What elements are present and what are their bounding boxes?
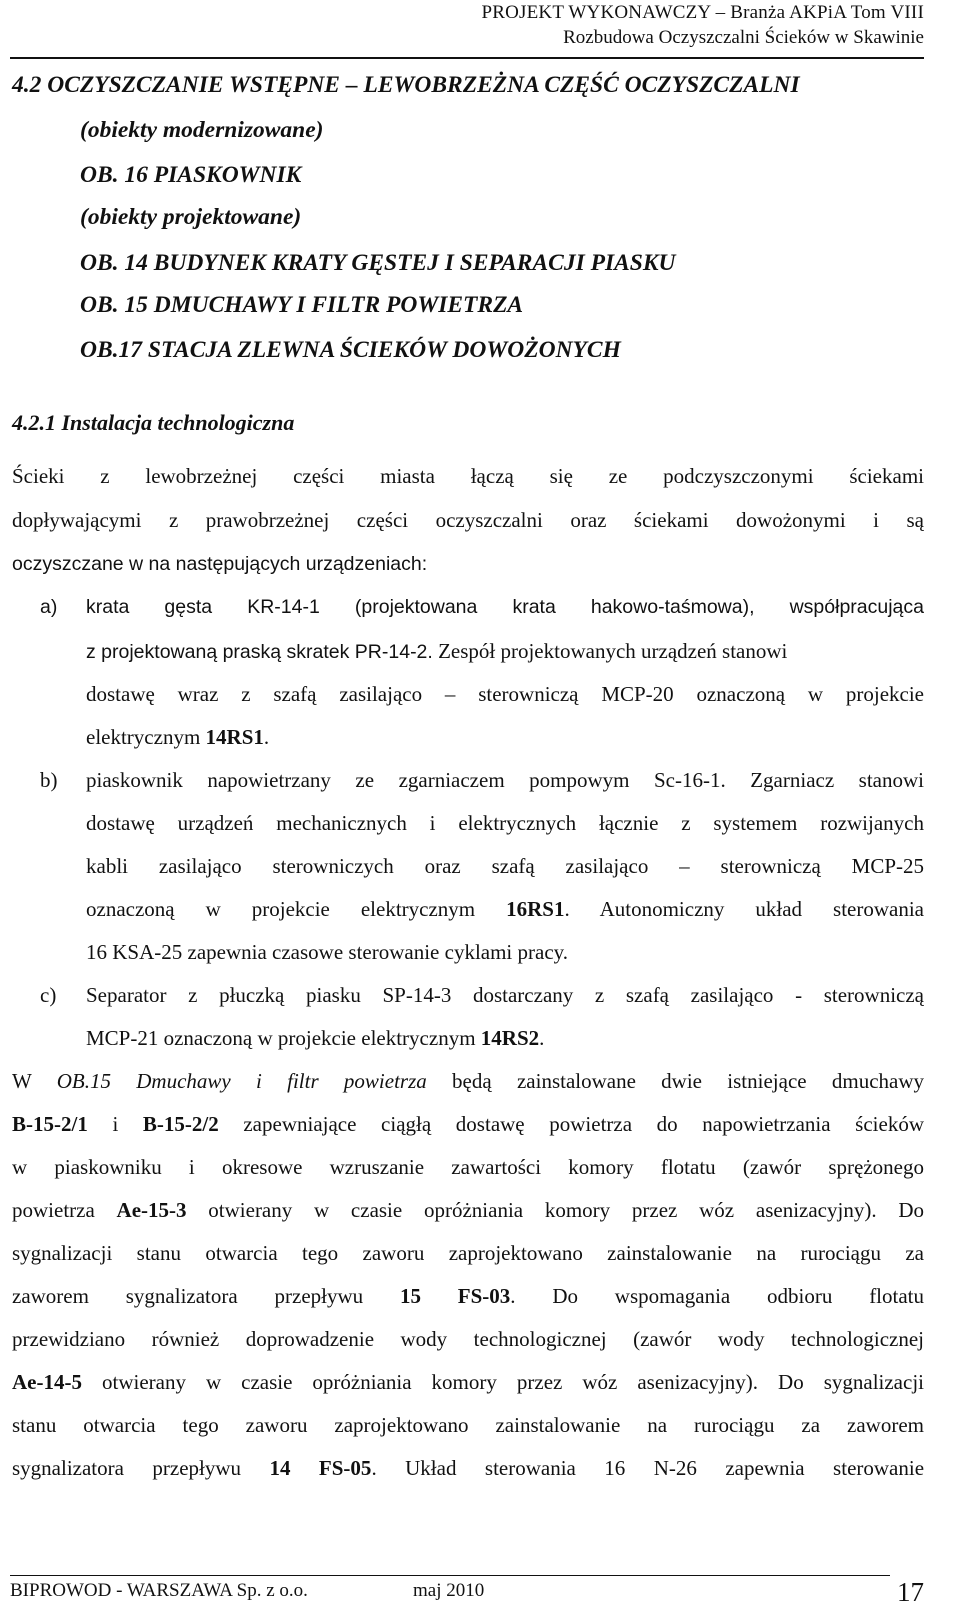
list-b-line-2: dostawę urządzeń mechanicznych i elektrycznych łącznie z systemem rozwijanych (86, 811, 924, 835)
ref-14rs2: 14RS2 (480, 1026, 540, 1050)
ref-ae-15-3: Ae-15-3 (116, 1198, 187, 1222)
list-marker-c: c) (40, 983, 57, 1007)
list-a-line-4-end: . (263, 725, 270, 749)
list-b-line-1: piaskownik napowietrzany ze zgarniaczem pompowym Sc-16-1. Zgarniacz stanowi (86, 768, 924, 792)
para-line-10-start: sygnalizatora przepływu (12, 1456, 270, 1480)
list-c-line-2-end: . (539, 1026, 545, 1050)
para-line-4-start: powietrza (12, 1198, 117, 1222)
list-marker-a: a) (40, 596, 58, 618)
subsection-title: 4.2.1 Instalacja technologiczna (12, 410, 295, 435)
ref-14rs1: 14RS1 (205, 725, 264, 749)
list-marker-b: b) (40, 768, 58, 792)
list-c-line-2 (86, 1026, 544, 1051)
para-line-1-start: W (12, 1069, 57, 1093)
list-b-line-3: kabli zasilająco sterowniczych oraz szafą zasilająco – sterowniczą MCP-25 (86, 854, 924, 878)
footer-rule (10, 1575, 890, 1576)
para-line-8-end: otwierany w czasie opróżniania komory przez wóz asenizacyjny). Do sygnalizacji (81, 1370, 924, 1394)
para-line-4 (12, 1198, 924, 1223)
intro-line-2: dopływającymi z prawobrzeżnej części oczyszczalni oraz ściekami dowożonymi i są (12, 508, 924, 532)
para-line-6-end: . Do wspomagania odbioru flotatu (510, 1284, 924, 1308)
intro-line-1: Ścieki z lewobrzeżnej części miasta łączą się ze podczyszczonymi ściekami (12, 464, 924, 488)
list-a-line-1: krata gęsta KR-14-1 (projektowana krata hakowo-taśmowa), współpracująca (86, 596, 924, 618)
footer-company: BIPROWOD - WARSZAWA Sp. z o.o. (10, 1580, 308, 1601)
list-b-line-4-text: oznaczoną w projekcie elektrycznym (86, 897, 507, 921)
ref-16rs1: 16RS1 (506, 897, 565, 921)
list-a-line-3: dostawę wraz z szafą zasilająco – sterowniczą MCP-20 oznaczoną w projekcie (86, 682, 924, 706)
ref-b-15-2-1: B-15-2/1 (12, 1112, 88, 1136)
para-line-10-end: . Układ sterowania 16 N-26 zapewnia sterowanie (371, 1456, 924, 1480)
footer-date: maj 2010 (413, 1580, 485, 1601)
object-name-ob15: OB.15 Dmuchawy i filtr powietrza (56, 1069, 427, 1093)
group1-item-ob16: OB. 16 PIASKOWNIK (80, 162, 302, 188)
ref-15-fs-03: 15 FS-03 (399, 1284, 511, 1308)
para-line-2 (12, 1112, 924, 1137)
para-line-6-start: zaworem sygnalizatora przepływu (12, 1284, 400, 1308)
ref-b-15-2-2: B-15-2/2 (142, 1112, 219, 1136)
group2-item-ob15: OB. 15 DMUCHAWY I FILTR POWIETRZA (80, 292, 524, 318)
intro-line-3: oczyszczane w na następujących urządzeniach: (12, 553, 428, 575)
group2-item-ob14: OB. 14 BUDYNEK KRATY GĘSTEJ I SEPARACJI PIASKU (80, 250, 676, 276)
group2-note: (obiekty projektowane) (80, 204, 302, 230)
para-line-2-and: i (87, 1112, 143, 1136)
section-title: 4.2 OCZYSZCZANIE WSTĘPNE – LEWOBRZEŻNA CZĘŚĆ OCZYSZCZALNI (12, 72, 800, 98)
para-line-2-end: zapewniające ciągłą dostawę powietrza do napowietrzania ścieków (218, 1112, 924, 1136)
header-subtitle-line: Rozbudowa Oczyszczalni Ścieków w Skawinie (563, 27, 924, 48)
para-line-3: w piaskowniku i okresowe wzruszanie zawartości komory flotatu (zawór sprężonego (12, 1155, 924, 1179)
para-line-5: sygnalizacji stanu otwarcia tego zaworu zaprojektowano zainstalowanie na rurociągu za (12, 1241, 924, 1265)
ref-14-fs-05: 14 FS-05 (269, 1456, 372, 1480)
running-header (481, 0, 924, 50)
list-b-line-5: 16 KSA-25 zapewnia czasowe sterowanie cyklami pracy. (86, 940, 569, 964)
list-b-line-4 (86, 897, 924, 922)
group1-note: (obiekty modernizowane) (80, 117, 324, 143)
list-a-line-4-text: elektrycznym (86, 725, 206, 749)
list-a-line-2-sans: z projektowaną praską skratek PR-14-2. (86, 641, 433, 663)
para-line-6 (12, 1284, 924, 1309)
group2-item-ob17: OB.17 STACJA ZLEWNA ŚCIEKÓW DOWOŻONYCH (80, 337, 621, 363)
header-rule (10, 57, 924, 59)
para-line-9: stanu otwarcia tego zaworu zaprojektowano zainstalowanie na rurociągu za zaworem (12, 1413, 924, 1437)
para-line-10 (12, 1456, 924, 1481)
list-a-line-2 (86, 639, 924, 664)
para-line-4-end: otwierany w czasie opróżniania komory przez wóz asenizacyjny). Do (186, 1198, 924, 1222)
list-b-line-4-end: . Autonomiczny układ sterowania (564, 897, 924, 921)
para-line-1 (12, 1069, 924, 1094)
para-line-7: przewidziano również doprowadzenie wody technologicznej (zawór wody technologicznej (12, 1327, 924, 1351)
list-a-line-4 (86, 725, 269, 750)
header-project-line: PROJEKT WYKONAWCZY – Branża AKPiA Tom VIII (481, 2, 924, 23)
list-c-line-2-text: MCP-21 oznaczoną w projekcie elektrycznym (86, 1026, 481, 1050)
list-c-line-1: Separator z płuczką piasku SP-14-3 dostarczany z szafą zasilająco - sterowniczą (86, 983, 924, 1007)
list-a-line-2-serif: Zespół projektowanych urządzeń stanowi (432, 639, 788, 663)
page-number: 17 (897, 1577, 924, 1607)
para-line-1-end: będą zainstalowane dwie istniejące dmuchawy (426, 1069, 924, 1093)
para-line-8 (12, 1370, 924, 1395)
ref-ae-14-5: Ae-14-5 (12, 1370, 82, 1394)
